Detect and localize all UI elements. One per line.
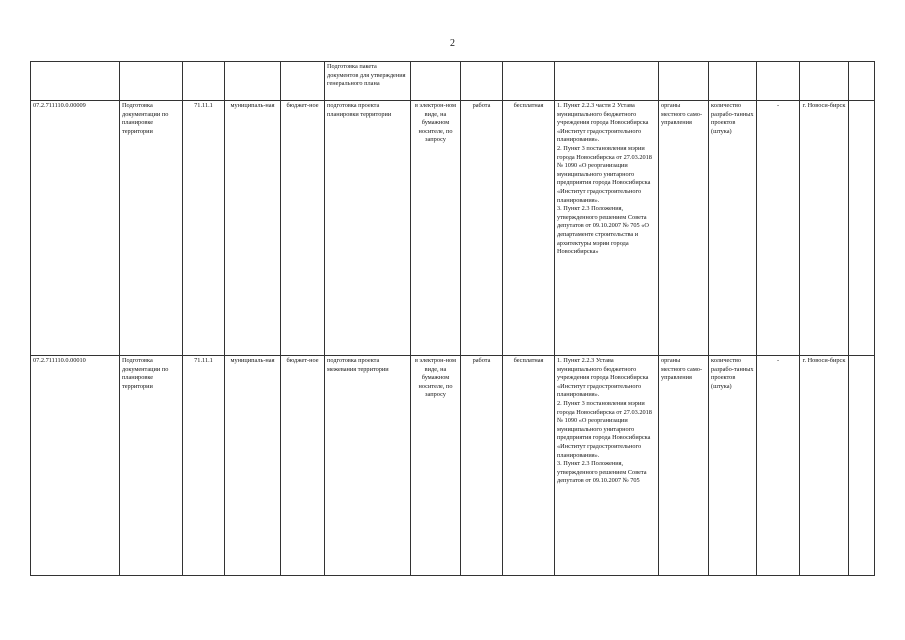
cell-work-type: работа [461, 356, 503, 576]
carry-cell-worktype [461, 62, 503, 101]
table-row [31, 356, 875, 576]
cell-basis: 1. Пункт 2.2.3 части 2 Устава муниципального бюджетного учреждения города Новосибирска «Институт градостроительного планирования». 2. Пункт 3 постановления мэрии города Новосибирска от 27.03.2018 № 1090 «О реорганизации муниципального унитарного предприятия города Новосибирска «Институт градостроительного планирования». 3. Пункт 2.3 Положения, утвержденного решением Совета депутатов от 09.10.2007 № 705 «О департаменте строительства и архитектуры мэрии города Новосибирска» [555, 101, 659, 356]
cell-quality: - [757, 356, 800, 576]
carry-cell-extra [849, 62, 875, 101]
cell-basis: 1. Пункт 2.2.3 Устава муниципального бюджетного учреждения города Новосибирска «Институт градостроительного планирования». 2. Пункт 3 постановления мэрии города Новосибирска от 27.03.2018 № 1090 «О реорганизации муниципального унитарного предприятия города Новосибирска «Институт градостроительного планирования». 3. Пункт 2.3 Положения, утвержденного решением Совета депутатов от 09.10.2007 № 705 [555, 356, 659, 576]
cell-indicator: количество разрабо-танных проектов (штука) [709, 356, 757, 576]
cell-institution-kind: бюджет-ное [281, 356, 325, 576]
cell-extra [849, 356, 875, 576]
cell-work-type: работа [461, 101, 503, 356]
cell-code: 07.2.711110.0.00010 [31, 356, 120, 576]
cell-name: Подготовка документации по планировке территории [120, 356, 183, 576]
cell-content: подготовка проекта планировки территории [325, 101, 411, 356]
carry-cell-quality [757, 62, 800, 101]
carry-cell-form [411, 62, 461, 101]
cell-consumers: органы местного само-управления [659, 356, 709, 576]
cell-institution-type: муниципаль-ная [225, 101, 281, 356]
cell-okved: 71.11.1 [183, 356, 225, 576]
page-number: 2 [450, 38, 455, 49]
cell-content: подготовка проекта межевания территории [325, 356, 411, 576]
carry-cell-okved [183, 62, 225, 101]
cell-consumers: органы местного само-управления [659, 101, 709, 356]
carry-cell-kind [281, 62, 325, 101]
cell-code: 07.2.711110.0.00009 [31, 101, 120, 356]
cell-payment: бесплатная [503, 356, 555, 576]
carry-over-row [31, 62, 875, 101]
cell-form: в электрон-ном виде, на бумажном носителе, по запросу [411, 356, 461, 576]
cell-payment: бесплатная [503, 101, 555, 356]
carry-cell-name [120, 62, 183, 101]
cell-indicator: количество разрабо-танных проектов (штука) [709, 101, 757, 356]
carry-cell-type [225, 62, 281, 101]
cell-okved: 71.11.1 [183, 101, 225, 356]
cell-quality: - [757, 101, 800, 356]
cell-institution-kind: бюджет-ное [281, 101, 325, 356]
table-row [31, 101, 875, 356]
cell-extra [849, 101, 875, 356]
carry-cell-content: Подготовка пакета документов для утверждения генерального плана [325, 62, 411, 101]
cell-institution-type: муниципаль-ная [225, 356, 281, 576]
services-registry-table [30, 61, 875, 576]
carry-cell-indicator [709, 62, 757, 101]
cell-name: Подготовка документации по планировке территории [120, 101, 183, 356]
cell-form: в электрон-ном виде, на бумажном носителе, по запросу [411, 101, 461, 356]
cell-city: г. Новоси-бирск [800, 101, 849, 356]
carry-cell-basis [555, 62, 659, 101]
carry-cell-code [31, 62, 120, 101]
carry-cell-city [800, 62, 849, 101]
carry-cell-payment [503, 62, 555, 101]
carry-cell-consumers [659, 62, 709, 101]
cell-city: г. Новоси-бирск [800, 356, 849, 576]
